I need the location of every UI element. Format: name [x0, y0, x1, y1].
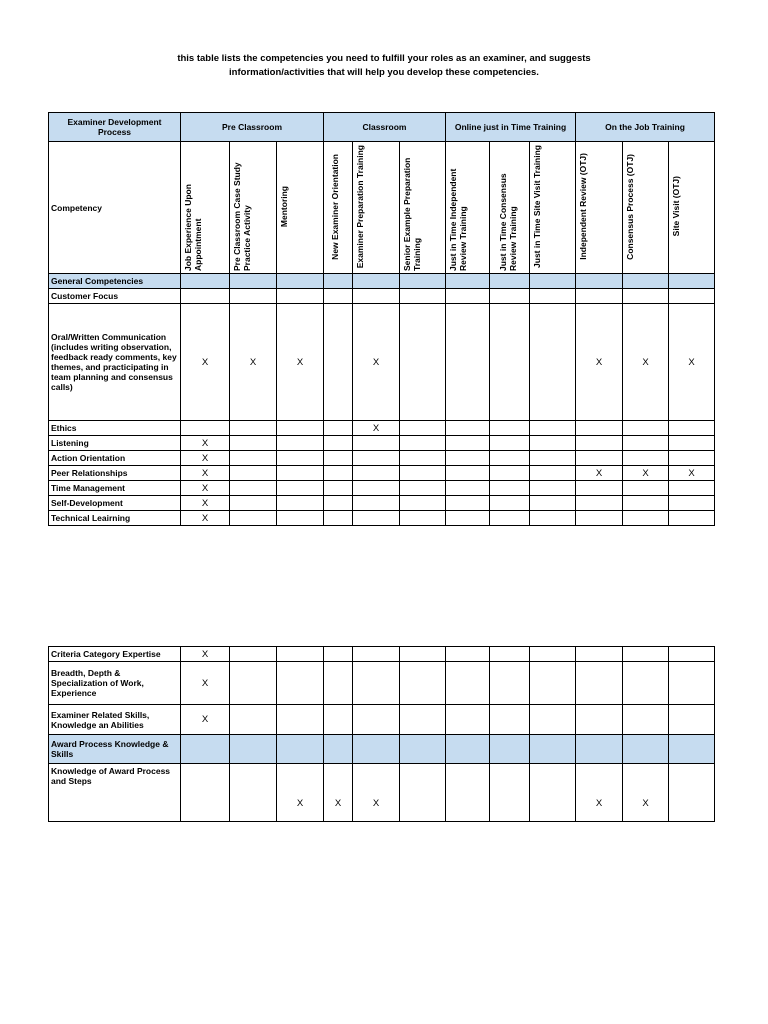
empty-cell [669, 764, 715, 822]
empty-cell [400, 304, 446, 421]
empty-cell [324, 481, 353, 496]
empty-cell [400, 662, 446, 705]
empty-cell [576, 451, 623, 466]
empty-cell [669, 436, 715, 451]
empty-cell [623, 705, 669, 735]
empty-cell [623, 481, 669, 496]
table-row [49, 436, 715, 451]
empty-cell [353, 289, 400, 304]
empty-cell [353, 647, 400, 662]
column-header: Just in Time Site Visit Training [530, 142, 576, 274]
empty-cell [530, 466, 576, 481]
empty-cell [669, 662, 715, 705]
empty-cell [530, 496, 576, 511]
column-header: Independent Review (OTJ) [576, 142, 623, 274]
empty-cell [623, 496, 669, 511]
empty-cell [181, 289, 230, 304]
table-row [49, 764, 715, 822]
empty-cell [230, 274, 277, 289]
empty-cell [230, 764, 277, 822]
check-mark: X [353, 304, 400, 421]
competency-label: Examiner Related Skills, Knowledge an Abilities [49, 705, 181, 735]
empty-cell [669, 289, 715, 304]
empty-cell [277, 511, 324, 526]
empty-cell [324, 451, 353, 466]
group-header-pre-classroom: Pre Classroom [181, 113, 324, 142]
empty-cell [623, 274, 669, 289]
empty-cell [353, 481, 400, 496]
check-mark: X [576, 304, 623, 421]
check-mark: X [277, 764, 324, 822]
empty-cell [623, 511, 669, 526]
check-mark: X [324, 764, 353, 822]
empty-cell [623, 451, 669, 466]
check-mark: X [277, 304, 324, 421]
group-header-classroom: Classroom [324, 113, 446, 142]
check-mark: X [576, 764, 623, 822]
competency-label: Breadth, Depth & Specialization of Work, Experience [49, 662, 181, 705]
check-mark: X [576, 466, 623, 481]
empty-cell [324, 436, 353, 451]
empty-cell [446, 496, 490, 511]
empty-cell [277, 289, 324, 304]
check-mark: X [230, 304, 277, 421]
competency-label: General Competencies [49, 274, 181, 289]
empty-cell [277, 451, 324, 466]
check-mark: X [181, 496, 230, 511]
empty-cell [324, 662, 353, 705]
empty-cell [446, 735, 490, 764]
table-row [49, 511, 715, 526]
empty-cell [446, 647, 490, 662]
empty-cell [230, 662, 277, 705]
competency-label: Customer Focus [49, 289, 181, 304]
table-row [49, 274, 715, 289]
empty-cell [400, 466, 446, 481]
empty-cell [230, 451, 277, 466]
empty-cell [576, 647, 623, 662]
empty-cell [623, 421, 669, 436]
empty-cell [400, 705, 446, 735]
competency-label: Oral/Written Communication (includes writing observation, feedback ready comments, key themes, and practicipating in team planning and consensus calls) [49, 304, 181, 421]
check-mark: X [669, 304, 715, 421]
empty-cell [400, 511, 446, 526]
competency-table [48, 112, 715, 526]
empty-cell [490, 662, 530, 705]
table-row [49, 451, 715, 466]
check-mark: X [669, 466, 715, 481]
empty-cell [530, 481, 576, 496]
empty-cell [623, 289, 669, 304]
empty-cell [530, 304, 576, 421]
intro-text [0, 52, 768, 80]
empty-cell [400, 289, 446, 304]
check-mark: X [623, 466, 669, 481]
competency-label: Award Process Knowledge & Skills [49, 735, 181, 764]
check-mark: X [181, 662, 230, 705]
column-header: Just in Time Consensus Review Training [490, 142, 530, 274]
column-header: New Examiner Orientation [324, 142, 353, 274]
empty-cell [490, 451, 530, 466]
empty-cell [530, 705, 576, 735]
empty-cell [230, 481, 277, 496]
empty-cell [353, 451, 400, 466]
empty-cell [530, 735, 576, 764]
table-row [49, 647, 715, 662]
check-mark: X [353, 421, 400, 436]
empty-cell [277, 436, 324, 451]
empty-cell [490, 274, 530, 289]
empty-cell [400, 647, 446, 662]
empty-cell [446, 764, 490, 822]
column-header: Just in Time Independent Review Training [446, 142, 490, 274]
table-row [49, 421, 715, 436]
empty-cell [490, 304, 530, 421]
empty-cell [353, 436, 400, 451]
column-header: Consensus Process (OTJ) [623, 142, 669, 274]
empty-cell [530, 764, 576, 822]
empty-cell [576, 421, 623, 436]
empty-cell [446, 511, 490, 526]
empty-cell [446, 436, 490, 451]
empty-cell [324, 496, 353, 511]
empty-cell [669, 705, 715, 735]
competency-heading: Competency [49, 142, 181, 274]
empty-cell [669, 274, 715, 289]
empty-cell [353, 274, 400, 289]
table-row [49, 496, 715, 511]
table-row [49, 304, 715, 421]
empty-cell [324, 466, 353, 481]
empty-cell [230, 511, 277, 526]
empty-cell [446, 481, 490, 496]
empty-cell [181, 274, 230, 289]
empty-cell [530, 274, 576, 289]
table-row [49, 466, 715, 481]
check-mark: X [181, 705, 230, 735]
column-header: Job Experience Upon Appointment [181, 142, 230, 274]
empty-cell [669, 421, 715, 436]
empty-cell [669, 511, 715, 526]
empty-cell [530, 451, 576, 466]
empty-cell [576, 662, 623, 705]
empty-cell [623, 436, 669, 451]
empty-cell [181, 764, 230, 822]
empty-cell [400, 496, 446, 511]
empty-cell [324, 511, 353, 526]
empty-cell [530, 647, 576, 662]
empty-cell [277, 421, 324, 436]
table-row [49, 705, 715, 735]
empty-cell [490, 436, 530, 451]
empty-cell [400, 735, 446, 764]
empty-cell [277, 481, 324, 496]
empty-cell [400, 274, 446, 289]
group-header-row [49, 113, 715, 142]
intro-line-2: information/activities that will help you develop these competencies. [229, 67, 539, 78]
empty-cell [669, 451, 715, 466]
empty-cell [530, 421, 576, 436]
table-row [49, 735, 715, 764]
intro-line-1: this table lists the competencies you need to fulfill your roles as an examiner, and suggests [177, 53, 591, 64]
competency-table-continued [48, 646, 715, 822]
empty-cell [324, 705, 353, 735]
empty-cell [230, 421, 277, 436]
empty-cell [446, 304, 490, 421]
empty-cell [490, 735, 530, 764]
check-mark: X [181, 304, 230, 421]
empty-cell [530, 289, 576, 304]
empty-cell [277, 735, 324, 764]
group-header-online-training: Online just in Time Training [446, 113, 576, 142]
empty-cell [277, 466, 324, 481]
empty-cell [230, 735, 277, 764]
column-header: Site Visit (OTJ) [669, 142, 715, 274]
empty-cell [446, 466, 490, 481]
competency-label: Ethics [49, 421, 181, 436]
empty-cell [324, 647, 353, 662]
column-header: Examiner Preparation Training [353, 142, 400, 274]
empty-cell [576, 705, 623, 735]
empty-cell [576, 511, 623, 526]
empty-cell [324, 304, 353, 421]
empty-cell [490, 466, 530, 481]
empty-cell [490, 496, 530, 511]
empty-cell [669, 496, 715, 511]
table-row [49, 662, 715, 705]
empty-cell [324, 421, 353, 436]
empty-cell [623, 735, 669, 764]
competency-label: Listening [49, 436, 181, 451]
competency-label: Knowledge of Award Process and Steps [49, 764, 181, 822]
empty-cell [324, 735, 353, 764]
column-header-row [49, 142, 715, 274]
empty-cell [181, 735, 230, 764]
empty-cell [669, 647, 715, 662]
empty-cell [230, 705, 277, 735]
empty-cell [669, 481, 715, 496]
empty-cell [490, 647, 530, 662]
empty-cell [446, 289, 490, 304]
empty-cell [353, 735, 400, 764]
empty-cell [623, 662, 669, 705]
empty-cell [530, 436, 576, 451]
table-row [49, 289, 715, 304]
empty-cell [230, 436, 277, 451]
empty-cell [446, 274, 490, 289]
competency-label: Action Orientation [49, 451, 181, 466]
check-mark: X [181, 451, 230, 466]
empty-cell [230, 289, 277, 304]
empty-cell [446, 705, 490, 735]
empty-cell [353, 662, 400, 705]
empty-cell [277, 662, 324, 705]
empty-cell [324, 289, 353, 304]
empty-cell [400, 451, 446, 466]
empty-cell [277, 274, 324, 289]
column-header: Mentoring [277, 142, 324, 274]
check-mark: X [623, 304, 669, 421]
empty-cell [490, 481, 530, 496]
empty-cell [230, 466, 277, 481]
check-mark: X [181, 481, 230, 496]
empty-cell [669, 735, 715, 764]
empty-cell [490, 289, 530, 304]
empty-cell [353, 705, 400, 735]
check-mark: X [181, 466, 230, 481]
check-mark: X [181, 647, 230, 662]
empty-cell [490, 705, 530, 735]
empty-cell [576, 481, 623, 496]
empty-cell [576, 289, 623, 304]
empty-cell [446, 421, 490, 436]
empty-cell [400, 764, 446, 822]
competency-label: Time Management [49, 481, 181, 496]
empty-cell [490, 511, 530, 526]
empty-cell [181, 421, 230, 436]
empty-cell [230, 647, 277, 662]
empty-cell [353, 466, 400, 481]
empty-cell [400, 436, 446, 451]
empty-cell [324, 274, 353, 289]
table-row [49, 481, 715, 496]
empty-cell [277, 496, 324, 511]
empty-cell [353, 496, 400, 511]
check-mark: X [353, 764, 400, 822]
competency-label: Criteria Category Expertise [49, 647, 181, 662]
empty-cell [277, 705, 324, 735]
column-header: Pre Classroom Case Study Practice Activity [230, 142, 277, 274]
empty-cell [446, 662, 490, 705]
empty-cell [400, 481, 446, 496]
competency-label: Peer Relationships [49, 466, 181, 481]
check-mark: X [623, 764, 669, 822]
column-header: Senior Example Preparation Training [400, 142, 446, 274]
competency-label: Technical Leairning [49, 511, 181, 526]
group-header-examiner-development: Examiner Development Process [49, 113, 181, 142]
competency-label: Self-Development [49, 496, 181, 511]
group-header-on-the-job: On the Job Training [576, 113, 715, 142]
empty-cell [446, 451, 490, 466]
empty-cell [490, 421, 530, 436]
empty-cell [576, 274, 623, 289]
empty-cell [230, 496, 277, 511]
empty-cell [530, 511, 576, 526]
empty-cell [623, 647, 669, 662]
check-mark: X [181, 436, 230, 451]
check-mark: X [181, 511, 230, 526]
empty-cell [576, 735, 623, 764]
empty-cell [490, 764, 530, 822]
empty-cell [576, 496, 623, 511]
empty-cell [400, 421, 446, 436]
empty-cell [576, 436, 623, 451]
empty-cell [530, 662, 576, 705]
empty-cell [277, 647, 324, 662]
empty-cell [353, 511, 400, 526]
